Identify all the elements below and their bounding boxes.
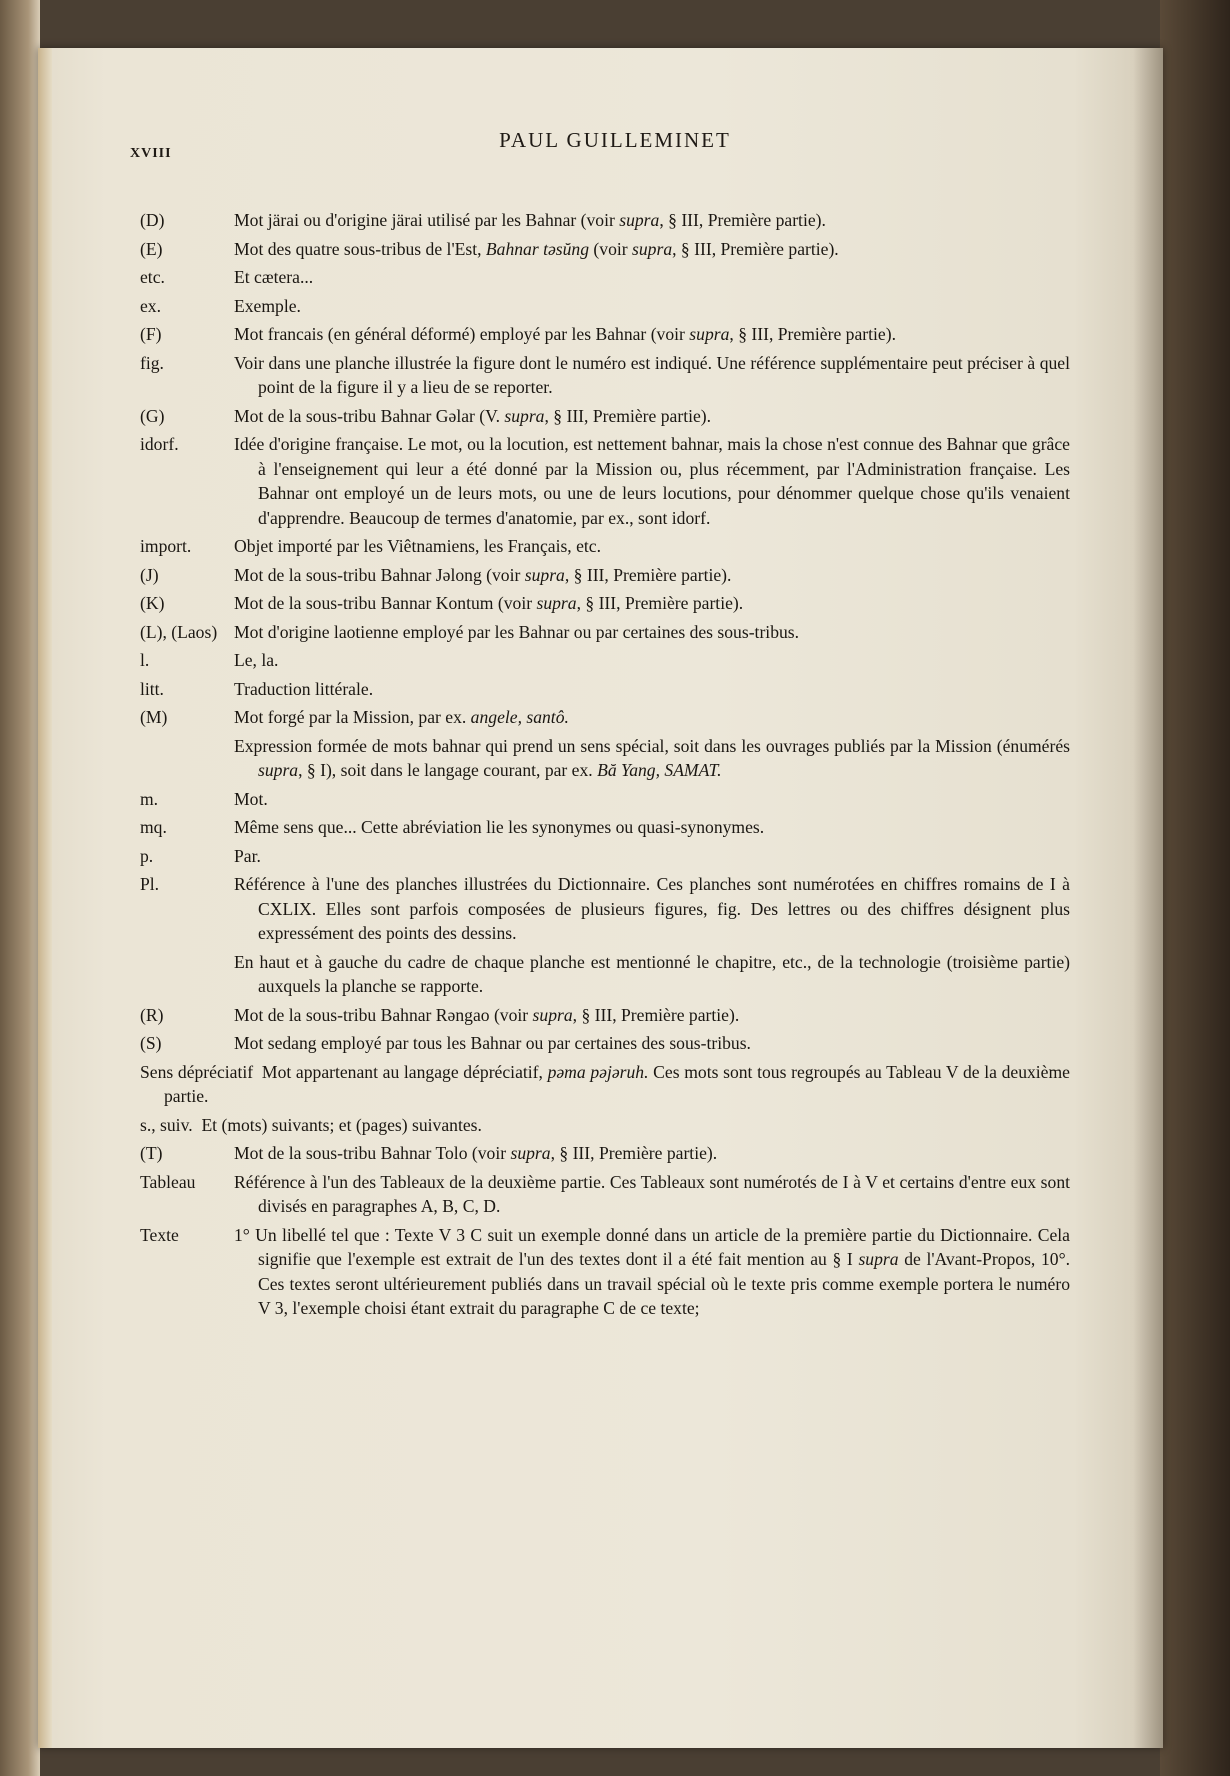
abbreviation-entry [140,844,1070,869]
entry-term: etc. [140,267,165,287]
abbreviation-list [140,208,1070,1325]
entry-term: (F) [140,324,162,344]
running-title: PAUL GUILLEMINET [499,128,731,152]
abbreviation-entry [140,404,1070,429]
entry-definition [234,432,1070,530]
entry-definition [234,1223,1070,1321]
definition-text: supra [689,324,730,344]
definition-text: Mot de la sous-tribu Bahnar Rəngao (voir [234,1004,533,1025]
definition-text: Mot forgé par la Mission, par ex. [234,707,471,727]
abbreviation-entry [140,950,1070,999]
table-surface-left [0,0,40,1776]
definition-text: Mot de la sous-tribu Bahnar Jəlong (voir [234,564,525,585]
definition-text: supra [632,238,673,259]
abbreviation-entry [140,872,1070,946]
entry-term: p. [140,845,154,866]
definition-text: Le, la. [234,650,279,670]
abbreviation-entry [140,677,1070,702]
definition-text: Par. [234,845,261,866]
definition-text: Voir dans une planche illustrée la figure dont le numéro est indiqué. Une référence supplémentaire peut préciser à quel point de la figure il y a lieu de se reporter. [234,352,1070,397]
definition-text: supra [258,760,299,780]
entry-definition [234,563,1070,588]
entry-definition [234,591,1070,616]
entry-definition [234,950,1070,999]
entry-term: Pl. [140,874,160,894]
abbreviation-entry [140,563,1070,588]
entry-definition [140,1113,1070,1138]
definition-text: Même sens que... Cette abréviation lie les synonymes ou quasi-synonymes. [234,817,765,837]
page-number: XVIII [130,146,172,161]
running-head [130,128,1100,168]
entry-definition [234,787,1070,812]
entry-definition [234,734,1070,783]
abbreviation-entry [140,265,1070,290]
entry-definition [234,208,1070,233]
definition-text: , § III, Première partie). [576,593,744,613]
definition-text: (voir [589,238,633,259]
abbreviation-entry [140,787,1070,812]
definition-text: Mot appartenant au langage dépréciatif, [261,1061,548,1082]
table-surface-right [1160,0,1230,1776]
definition-text: Mot de la sous-tribu Bahnar Tolo (voir [234,1143,511,1163]
definition-text: Ces mots sont tous regroupés au Tableau V de la deuxième partie. [164,1061,1070,1106]
definition-text: Exemple. [234,295,301,316]
abbreviation-entry [140,1003,1070,1028]
entry-definition [234,351,1070,400]
definition-text: supra [510,1143,551,1163]
abbreviation-entry [140,1170,1070,1219]
abbreviation-entry [140,648,1070,673]
abbreviation-entry [140,432,1070,530]
definition-text: Référence à l'un des Tableaux de la deuxième partie. Ces Tableaux sont numérotés de I à V et certains d'entre eux sont divisés en paragraphes A, B, C, D. [234,1171,1070,1216]
entry-term: Sens dépréciatif [140,1061,254,1082]
entry-term: (T) [140,1143,163,1163]
entry-term: (S) [140,1033,162,1053]
abbreviation-entry [140,208,1070,233]
entry-term: idorf. [140,434,179,454]
entry-term: (J) [140,564,159,585]
entry-term: (G) [140,405,165,426]
entry-definition [234,705,1070,730]
entry-definition [234,815,1070,840]
entry-term: s., suiv. [140,1114,193,1135]
definition-text: Traduction littérale. [234,678,374,699]
definition-text: Mot. [234,788,268,809]
entry-definition [234,322,1070,347]
entry-term: Tableau [140,1171,196,1192]
definition-text: supra [536,593,577,613]
abbreviation-entry [140,534,1070,559]
entry-definition [234,237,1070,262]
abbreviation-entry [140,237,1070,262]
entry-term: (M) [140,707,168,727]
definition-text: , § III, Première partie). [572,1004,740,1025]
definition-text: Mot d'origine laotienne employé par les Bahnar ou par certaines des sous-tribus. [234,621,800,642]
definition-text: , § III, Première partie). [544,405,712,426]
definition-text: Mot de la sous-tribu Bannar Kontum (voir [234,593,537,613]
entry-term: mq. [140,817,167,837]
abbreviation-entry [140,294,1070,319]
definition-text: pəma pəjəruh. [547,1061,649,1082]
entry-term: (E) [140,238,163,259]
entry-term: (L), (Laos) [140,621,218,642]
definition-text: Mot de la sous-tribu Bahnar Gəlar (V. [234,405,505,426]
entry-definition [234,1003,1070,1028]
page-edge [38,48,52,1748]
entry-definition [234,1141,1070,1166]
definition-text: angele, santô. [470,707,569,727]
definition-text: , § III, Première partie). [659,210,826,230]
definition-text: Idée d'origine française. Le mot, ou la locution, est nettement bahnar, mais la chose n'est connue des Bahnar que grâce à l'enseignement qui leur a été donné par la Mission ou, plus récemment, par l'Administration française. Les Bahnar ont employé un de leurs mots, ou une de leurs locutions, pour dénommer quelque chose qu'ils venaient d'apprendre. Beaucoup de termes d'anatomie, par ex., sont idorf. [234,434,1070,528]
definition-text: Et cætera... [234,267,314,287]
entry-definition [234,844,1070,869]
entry-term: ex. [140,295,162,316]
definition-text: , § III, Première partie). [672,238,839,259]
definition-text: Objet importé par les Viêtnamiens, les Français, etc. [234,536,602,556]
definition-text: Référence à l'une des planches illustrées du Dictionnaire. Ces planches sont numérotées en chiffres romains de I à CXLIX. Elles sont parfois composées de plusieurs figures, fig. Des lettres ou des chiffres désignent plus expressément des points des dessins. [234,874,1070,943]
abbreviation-entry [140,620,1070,645]
definition-text: Mot des quatre sous-tribus de l'Est, [234,238,486,259]
entry-term: import. [140,536,192,556]
entry-definition [234,677,1070,702]
definition-text: supra [532,1004,573,1025]
entry-definition [234,620,1070,645]
page-gutter-shadow [1133,48,1163,1748]
entry-term: (D) [140,210,165,230]
abbreviation-entry [140,815,1070,840]
abbreviation-entry [140,351,1070,400]
abbreviation-entry [140,322,1070,347]
entry-term: (R) [140,1004,164,1025]
entry-definition [234,265,1070,290]
entry-definition [234,404,1070,429]
definition-text: , § I), soit dans le langage courant, par ex. [298,760,598,780]
definition-text: de l'Avant-Propos, 10°. Ces textes seront ultérieurement publiés dans un travail spécial où le texte pris comme exemple portera le numéro V 3, l'exemple choisi étant extrait du paragraphe C de ce texte; [258,1249,1071,1318]
definition-text: Bă Yang, SAMAT. [597,760,722,780]
entry-definition [234,294,1070,319]
definition-text: Expression formée de mots bahnar qui prend un sens spécial, soit dans les ouvrages publiés par la Mission (énumérés [234,735,1070,756]
abbreviation-entry [140,1031,1070,1056]
entry-term: l. [140,650,150,670]
definition-text: supra [619,210,660,230]
definition-text: Mot sedang employé par tous les Bahnar ou par certaines des sous-tribus. [234,1033,751,1053]
definition-text: , § III, Première partie). [564,564,732,585]
abbreviation-entry [140,705,1070,730]
abbreviation-entry [140,734,1070,783]
definition-text: Mot järai ou d'origine järai utilisé par les Bahnar (voir [234,210,620,230]
definition-text: supra [504,405,545,426]
entry-definition [140,1060,1070,1109]
definition-text: , § III, Première partie). [729,324,896,344]
entry-term: litt. [140,678,164,699]
entry-definition [234,872,1070,946]
entry-definition [234,1031,1070,1056]
definition-text: supra [858,1249,899,1269]
definition-text: 1° Un libellé tel que : Texte V 3 C suit un exemple donné dans un article de la première partie du Dictionnaire. Cela signifie que l'exemple est extrait de l'un des textes dont il a été fait mention au § I [234,1224,1070,1269]
entry-definition [234,648,1070,673]
entry-term: (K) [140,593,165,613]
abbreviation-entry [140,1223,1070,1321]
definition-text: Mot francais (en général déformé) employé par les Bahnar (voir [234,324,690,344]
abbreviation-entry [140,591,1070,616]
definition-text: En haut et à gauche du cadre de chaque planche est mentionné le chapitre, etc., de la technologie (troisième partie) auxquels la planche se rapporte. [234,951,1070,996]
abbreviation-entry [140,1141,1070,1166]
entry-definition [234,1170,1070,1219]
abbreviation-entry [140,1060,1070,1109]
definition-text: supra [524,564,565,585]
abbreviation-entry [140,1113,1070,1138]
entry-term: m. [140,788,159,809]
definition-text: , § III, Première partie). [550,1143,718,1163]
entry-term: fig. [140,352,164,373]
definition-text: Et (mots) suivants; et (pages) suivantes. [201,1114,482,1135]
entry-term: Texte [140,1224,179,1245]
definition-text: Bahnar təsŭng [485,238,590,259]
entry-definition [234,534,1070,559]
